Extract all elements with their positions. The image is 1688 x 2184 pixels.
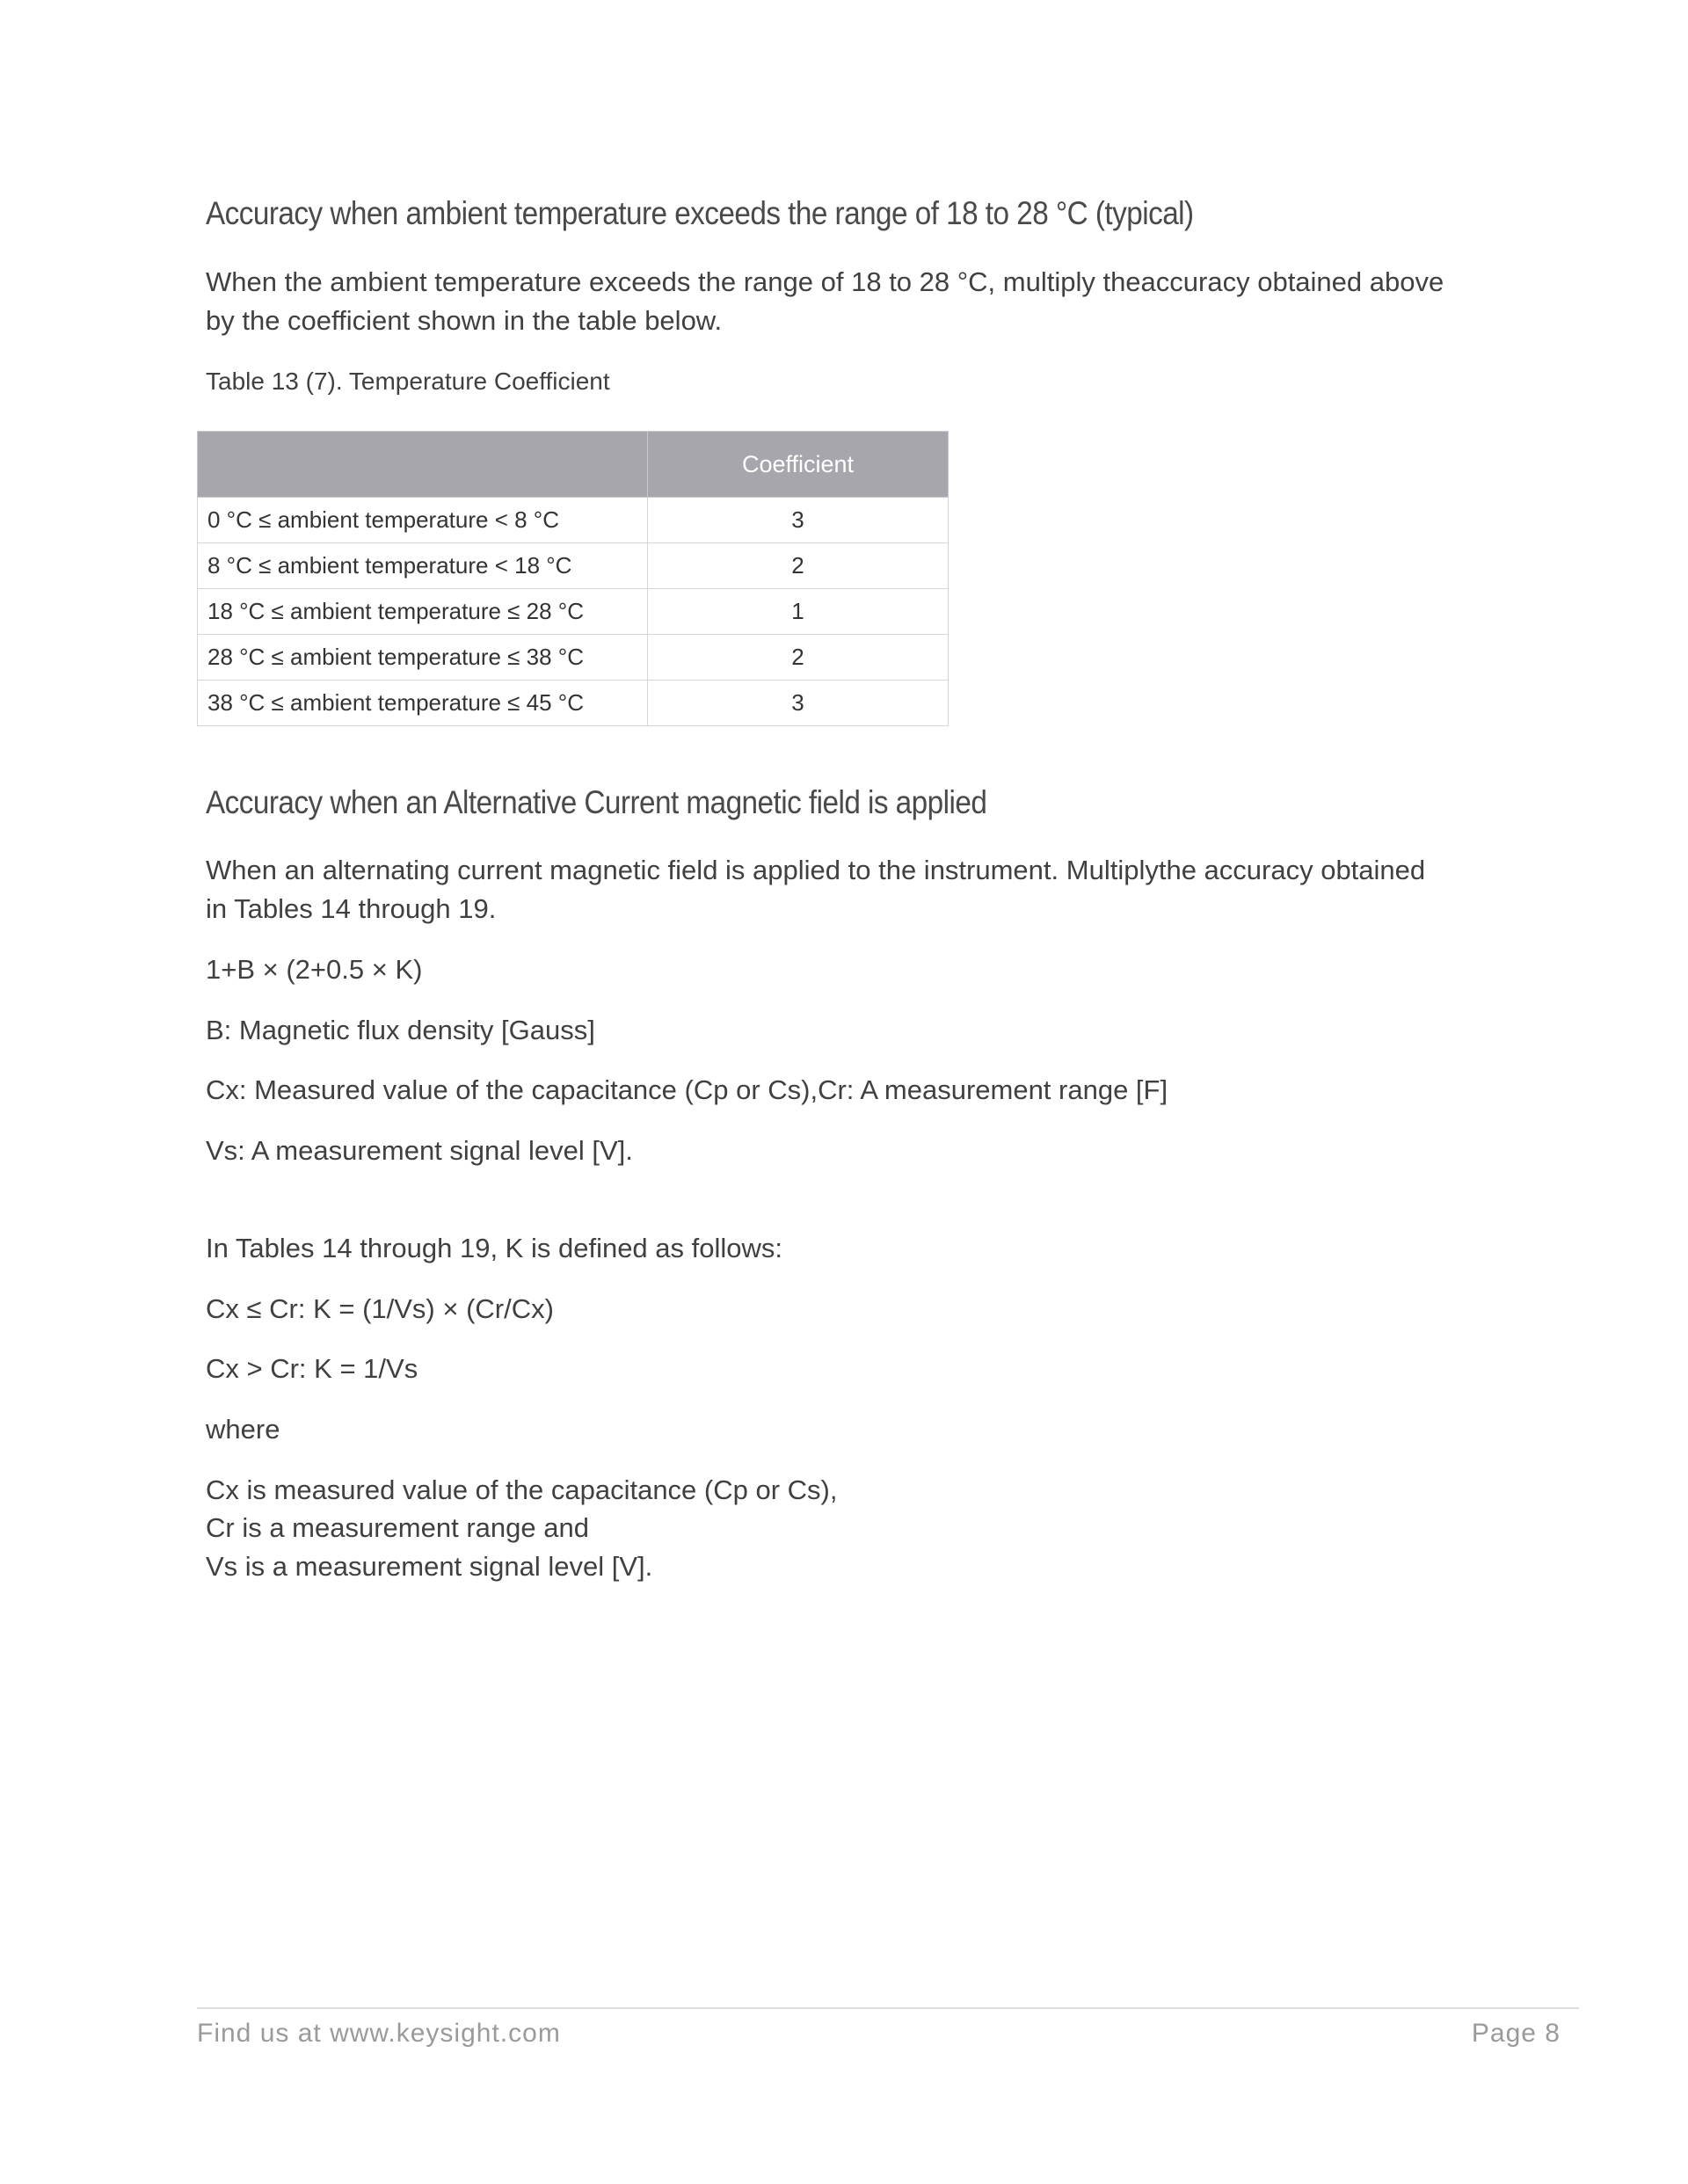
vs-definition: Vs: A measurement signal level [V]. <box>206 1135 633 1166</box>
section-heading-magnetic-field: Accuracy when an Alternative Current magnetic field is applied <box>206 784 987 820</box>
where-line-2: Cr is a measurement range and <box>206 1512 589 1543</box>
k-case-1: Cx ≤ Cr: K = (1/Vs) × (Cr/Cx) <box>206 1293 554 1324</box>
temperature-paragraph-line-2: by the coefficient shown in the table below. <box>206 305 723 336</box>
table-row <box>198 543 949 589</box>
temperature-coefficient-table <box>197 431 949 726</box>
section-heading-temperature: Accuracy when ambient temperature exceeds the range of 18 to 28 °C (typical) <box>206 195 1194 231</box>
table-row <box>198 635 949 681</box>
table-caption: Table 13 (7). Temperature Coefficient <box>206 368 610 395</box>
table-cell-condition: 38 °C ≤ ambient temperature ≤ 45 °C <box>198 681 648 726</box>
table-row <box>198 681 949 726</box>
footer-page-number: Page 8 <box>1471 2019 1561 2048</box>
table-header-coefficient: Coefficient <box>648 432 949 498</box>
table-header-row <box>198 432 949 498</box>
magnetic-paragraph-line-1: When an alternating current magnetic field is applied to the instrument. Multiplythe accuracy obtained <box>206 855 1426 885</box>
where-label: where <box>206 1414 280 1445</box>
table-cell-coefficient: 1 <box>648 589 949 635</box>
cx-cr-definition: Cx: Measured value of the capacitance (Cp or Cs),Cr: A measurement range [F] <box>206 1074 1168 1105</box>
table-cell-condition: 0 °C ≤ ambient temperature < 8 °C <box>198 498 648 543</box>
k-intro: In Tables 14 through 19, K is defined as follows: <box>206 1233 783 1263</box>
where-line-1: Cx is measured value of the capacitance (Cp or Cs), <box>206 1474 838 1505</box>
table-cell-condition: 18 °C ≤ ambient temperature ≤ 28 °C <box>198 589 648 635</box>
footer-website: Find us at www.keysight.com <box>197 2019 561 2048</box>
k-case-2: Cx > Cr: K = 1/Vs <box>206 1353 418 1384</box>
table-cell-coefficient: 3 <box>648 498 949 543</box>
magnetic-formula: 1+B × (2+0.5 × K) <box>206 954 423 985</box>
footer-divider <box>197 2007 1579 2009</box>
table-row <box>198 589 949 635</box>
table-row <box>198 498 949 543</box>
where-line-3: Vs is a measurement signal level [V]. <box>206 1551 653 1582</box>
table-cell-coefficient: 3 <box>648 681 949 726</box>
temperature-paragraph-line-1: When the ambient temperature exceeds the range of 18 to 28 °C, multiply theaccuracy obtained above <box>206 266 1444 297</box>
table-cell-condition: 28 °C ≤ ambient temperature ≤ 38 °C <box>198 635 648 681</box>
table-cell-condition: 8 °C ≤ ambient temperature < 18 °C <box>198 543 648 589</box>
table-cell-coefficient: 2 <box>648 543 949 589</box>
b-definition: B: Magnetic flux density [Gauss] <box>206 1015 595 1045</box>
magnetic-paragraph-line-2: in Tables 14 through 19. <box>206 893 497 924</box>
table-header-condition <box>198 432 648 498</box>
table-cell-coefficient: 2 <box>648 635 949 681</box>
